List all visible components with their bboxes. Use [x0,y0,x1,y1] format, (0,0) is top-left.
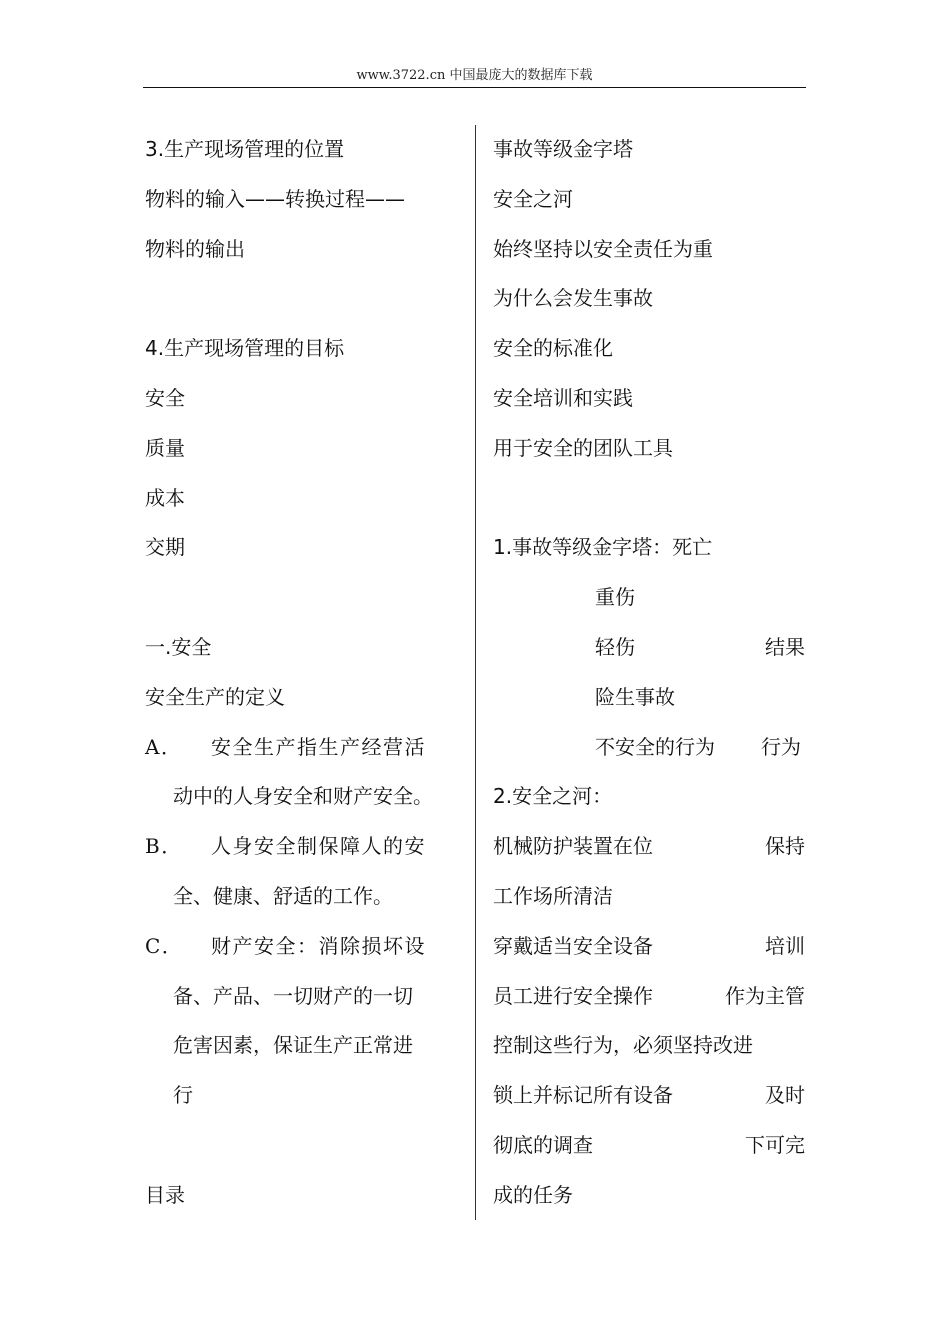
section-4-title: 4.生产现场管理的目标 [145,336,345,361]
item-label: A． [145,734,183,759]
definition-title: 安全生产的定义 [145,684,285,709]
topic-item: 安全的标准化 [493,336,613,361]
item-text: 安全生产指生产经营活 [211,734,426,759]
goal-item: 交期 [145,535,185,560]
river-left: 控制这些行为，必须坚持改进 [493,1033,753,1058]
river-row [493,1171,805,1221]
flow-line-1: 物料的输入——转换过程—— [145,186,405,211]
river-right: 及时 [765,1083,805,1108]
pyramid-level-text: 轻伤 [595,634,635,659]
goal-item: 安全 [145,385,185,410]
toc-label: 目录 [145,1182,185,1207]
pyramid-title: 1.事故等级金字塔：死亡 [493,535,713,560]
item-c-cont: 备、产品、一切财产的一切 [173,983,413,1008]
river-left: 机械防护装置在位 [493,834,653,859]
river-right: 下可完 [745,1132,805,1157]
item-c-line [145,922,460,972]
river-row [493,872,805,922]
river-right: 作为主管 [725,983,805,1008]
blank-line [145,1121,460,1171]
pyramid-level: 险生事故 [595,684,675,709]
river-left: 彻底的调查 [493,1132,593,1157]
item-b-cont: 全、健康、舒适的工作。 [173,883,393,908]
blank-line [145,573,460,623]
page-header: www.3722.cn 中国最庞大的数据库下载 [356,68,593,83]
item-a-line [145,723,460,773]
blank-line [493,474,805,524]
item-text: 人身安全制保障人的安 [211,834,426,859]
blank-line [145,274,460,324]
section-3-title: 3.生产现场管理的位置 [145,137,345,161]
right-column [493,125,805,1221]
pyramid-level: 重伤 [595,585,635,610]
topic-item: 事故等级金字塔 [493,137,633,161]
item-b-line [145,822,460,872]
pyramid-tag: 行为 [761,734,801,759]
pyramid-level [493,623,805,673]
header-rule [143,87,806,88]
column-divider [475,125,476,1220]
river-row [493,1021,805,1071]
item-text: 财产安全：消除损坏设 [211,933,426,958]
river-right: 培训 [765,933,805,958]
pyramid-tag: 结果 [765,634,805,659]
river-left: 穿戴适当安全设备 [493,933,653,958]
river-title: 2.安全之河： [493,784,613,809]
river-row [493,972,805,1022]
pyramid-level-text: 不安全的行为 [595,734,715,759]
item-c-cont: 行 [173,1083,193,1108]
topic-item: 为什么会发生事故 [493,286,653,311]
item-label: B． [145,834,183,859]
pyramid-level [493,723,805,773]
topic-item: 安全之河 [493,186,573,211]
flow-line-2: 物料的输出 [145,236,245,261]
river-row [493,822,805,872]
river-row [493,1071,805,1121]
topic-item: 始终坚持以安全责任为重 [493,236,713,261]
topic-item: 用于安全的团队工具 [493,435,673,460]
goal-item: 质量 [145,435,185,460]
goal-item: 成本 [145,485,185,510]
river-left: 锁上并标记所有设备 [493,1083,673,1108]
river-right: 保持 [765,834,805,859]
item-label: C． [145,933,184,958]
river-left: 工作场所清洁 [493,883,613,908]
left-column [145,125,460,1221]
river-left: 员工进行安全操作 [493,983,653,1008]
topic-item: 安全培训和实践 [493,385,633,410]
item-a-cont: 动中的人身安全和财产安全。 [173,784,433,809]
river-row [493,922,805,972]
river-left: 成的任务 [493,1182,573,1207]
item-c-cont: 危害因素，保证生产正常进 [173,1033,413,1058]
river-row [493,1121,805,1171]
safety-section-title: 一.安全 [145,634,212,659]
